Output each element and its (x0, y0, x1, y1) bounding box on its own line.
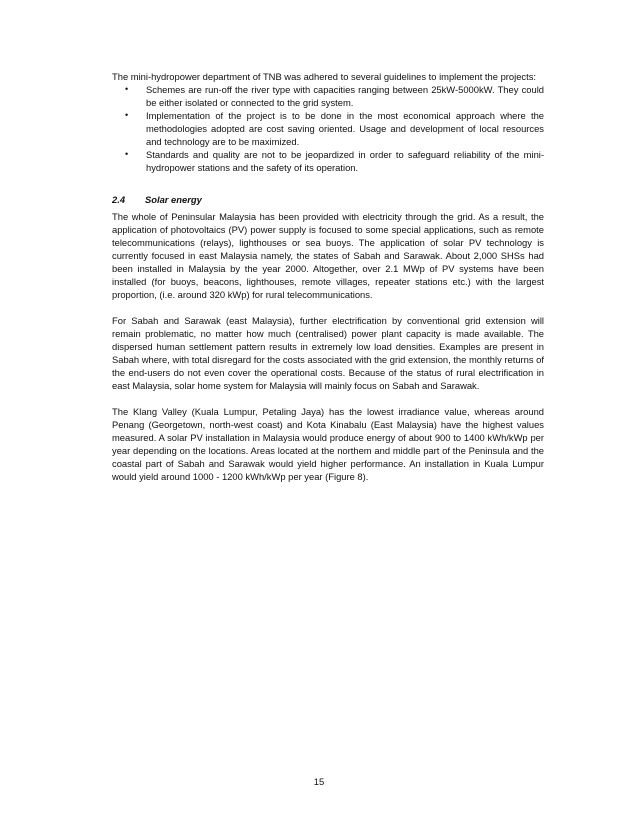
body-paragraph: For Sabah and Sarawak (east Malaysia), further electrification by conventional grid extension will remain problematic, no matter how much (centralised) power plant capacity is made available. The dispersed human settlement pattern results in extremely low load densities. Examples are present in Sabah where, with total disregard for the costs associated with the grid extension, the monthly returns of the end-users do not even cover the operational costs. Because of the status of rural electrification in east Malaysia, solar home system for Malaysia will mainly focus on Sabah and Sarawak. (112, 315, 545, 391)
bullet-icon: • (125, 110, 129, 120)
intro-paragraph: The mini-hydropower department of TNB was adhered to several guidelines to implement the projects: (112, 71, 536, 82)
guidelines-list (112, 83, 544, 174)
page-number: 15 (313, 776, 325, 787)
guideline-text: Implementation of the project is to be done in the most economical approach where the methodologies adopted are cost saving oriented. Usage and development of local resources and technology are to be maximized. (146, 110, 544, 147)
guideline-text: Standards and quality are not to be jeopardized in order to safeguard reliability of the mini-hydropower stations and the safety of its operation. (146, 149, 544, 173)
document-page (112, 70, 544, 483)
section-title: Solar energy (145, 194, 202, 205)
list-item (112, 83, 544, 109)
bullet-icon: • (125, 84, 129, 94)
list-item (112, 109, 544, 148)
section-number: 2.4 (112, 194, 126, 205)
guideline-text: Schemes are run-off the river type with capacities ranging between 25kW-5000kW. They could be either isolated or connected to the grid system. (146, 84, 544, 108)
body-paragraph: The whole of Peninsular Malaysia has been provided with electricity through the grid. As a result, the application of photovoltaics (PV) power supply is focused to some special applications, such as remote telecommunications (relays), lighthouses or sea buoys. The application of solar PV technology is currently focused in east Malaysia namely, the states of Sabah and Sarawak. About 2,000 SHSs had been installed in Malaysia by the year 2000. Altogether, over 2.1 MWp of PV systems have been installed (for buoys, beacons, lighthouses, remote villages, repeater stations etc.) with the largest proportion, (i.e. around 320 kWp) for rural telecommunications. (112, 211, 544, 300)
section-heading (112, 193, 544, 206)
body-paragraph: The Klang Valley (Kuala Lumpur, Petaling Jaya) has the lowest irradiance value, whereas around Penang (Georgetown, north-west coast) and Kota Kinabalu (East Malaysia) have the highest values measured. A solar PV installation in Malaysia would produce energy of about 900 to 1400 kWh/kWp per year depending on the locations. Areas located at the northem and middle part of the Peninsula and the coastal part of Sabah and Sarawak would yield higher performance. An installation in Kuala Lumpur would yield around 1000 - 1200 kWh/kWp per year (Figure 8). (112, 406, 544, 482)
bullet-icon: • (125, 149, 129, 159)
list-item (112, 148, 544, 174)
